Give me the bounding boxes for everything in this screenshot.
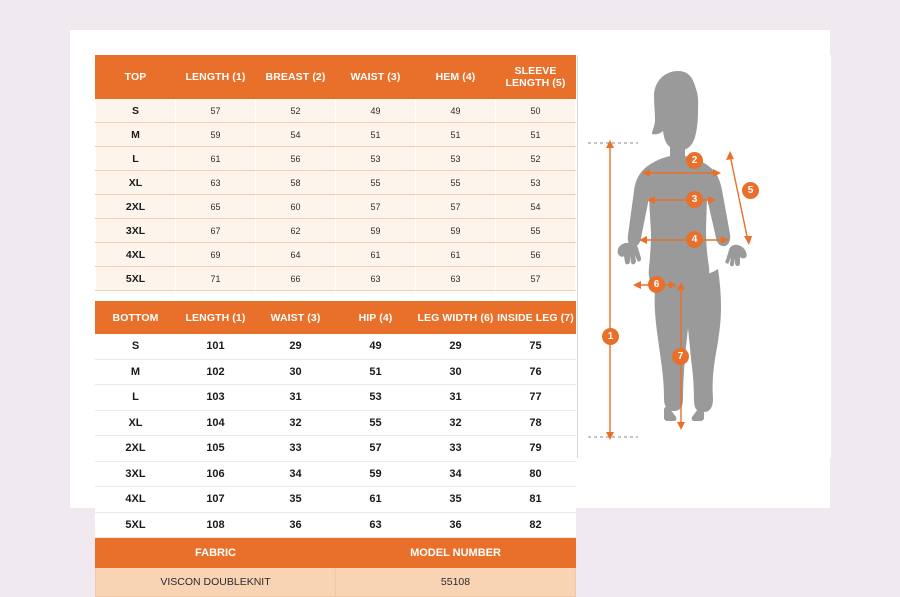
bottom-value-cell: 106 [176,461,256,487]
table-row [96,436,576,462]
table-row [96,385,576,411]
bottom-value-cell: 102 [176,359,256,385]
bottom-table-header-cell: BOTTOM [96,302,176,334]
callout-3: 3 [686,191,703,208]
top-value-cell: 53 [336,147,416,171]
bottom-value-cell: 104 [176,410,256,436]
bottom-value-cell: 31 [416,385,496,411]
top-value-cell: 49 [416,99,496,123]
fabric-model-table [95,538,576,597]
top-value-cell: 51 [496,123,576,147]
bottom-value-cell: 30 [256,359,336,385]
top-value-cell: 61 [176,147,256,171]
top-value-cell: 50 [496,99,576,123]
top-value-cell: 52 [496,147,576,171]
bottom-value-cell: 57 [336,436,416,462]
bottom-value-cell: 61 [336,487,416,513]
top-table-header-cell: WAIST (3) [336,56,416,99]
bottom-table-header-cell: LENGTH (1) [176,302,256,334]
top-value-cell: 61 [336,243,416,267]
bottom-value-cell: 35 [256,487,336,513]
table-row [96,461,576,487]
top-value-cell: 63 [176,171,256,195]
top-size-cell: XL [96,171,176,195]
callout-7: 7 [672,348,689,365]
bottom-value-cell: 108 [176,512,256,538]
top-value-cell: 55 [496,219,576,243]
bottom-value-cell: 32 [256,410,336,436]
bottom-measurements-table [95,301,576,538]
bottom-value-cell: 82 [496,512,576,538]
bottom-value-cell: 105 [176,436,256,462]
table-row [96,359,576,385]
top-value-cell: 63 [336,267,416,291]
bottom-value-cell: 79 [496,436,576,462]
top-value-cell: 58 [256,171,336,195]
table-row [96,171,576,195]
bottom-value-cell: 75 [496,334,576,360]
top-value-cell: 53 [496,171,576,195]
top-measurements-table [95,55,576,291]
bottom-value-cell: 34 [256,461,336,487]
bottom-size-cell: M [96,359,176,385]
top-value-cell: 59 [336,219,416,243]
bottom-value-cell: 78 [496,410,576,436]
top-value-cell: 49 [336,99,416,123]
top-value-cell: 56 [496,243,576,267]
bottom-value-cell: 29 [256,334,336,360]
bottom-value-cell: 51 [336,359,416,385]
top-table-header-cell: LENGTH (1) [176,56,256,99]
bottom-size-cell: 4XL [96,487,176,513]
bottom-size-cell: 5XL [96,512,176,538]
bottom-value-cell: 32 [416,410,496,436]
bottom-size-cell: 3XL [96,461,176,487]
top-value-cell: 57 [336,195,416,219]
top-value-cell: 64 [256,243,336,267]
table-row [96,512,576,538]
top-value-cell: 71 [176,267,256,291]
top-value-cell: 52 [256,99,336,123]
top-value-cell: 59 [176,123,256,147]
callout-6: 6 [648,276,665,293]
bottom-value-cell: 76 [496,359,576,385]
bottom-value-cell: 30 [416,359,496,385]
top-value-cell: 56 [256,147,336,171]
top-value-cell: 63 [416,267,496,291]
bottom-value-cell: 35 [416,487,496,513]
bottom-value-cell: 49 [336,334,416,360]
table-row [96,243,576,267]
bottom-table-header-cell: LEG WIDTH (6) [416,302,496,334]
bottom-value-cell: 31 [256,385,336,411]
callout-2: 2 [686,152,703,169]
bottom-value-cell: 103 [176,385,256,411]
model-number-value: 55108 [336,568,576,597]
table-row [96,147,576,171]
top-table-header-cell: BREAST (2) [256,56,336,99]
table-row [96,410,576,436]
body-silhouette-shape [618,71,747,421]
bottom-value-cell: 36 [256,512,336,538]
top-size-cell: S [96,99,176,123]
table-row [96,123,576,147]
bottom-value-cell: 59 [336,461,416,487]
callout-1: 1 [602,328,619,345]
table-row [96,267,576,291]
top-value-cell: 53 [416,147,496,171]
top-size-cell: 3XL [96,219,176,243]
bottom-value-cell: 34 [416,461,496,487]
table-row [96,334,576,360]
top-table-header-cell: HEM (4) [416,56,496,99]
measurement-diagram-panel [577,55,831,458]
top-size-cell: 2XL [96,195,176,219]
top-size-cell: 4XL [96,243,176,267]
fabric-value: VISCON DOUBLEKNIT [96,568,336,597]
top-size-cell: 5XL [96,267,176,291]
top-size-cell: M [96,123,176,147]
bottom-table-header-cell: WAIST (3) [256,302,336,334]
top-table-header-row [96,56,576,99]
top-value-cell: 69 [176,243,256,267]
top-value-cell: 61 [416,243,496,267]
top-value-cell: 54 [256,123,336,147]
bottom-value-cell: 33 [416,436,496,462]
bottom-table-header-row [96,302,576,334]
bottom-value-cell: 36 [416,512,496,538]
top-size-cell: L [96,147,176,171]
bottom-size-cell: S [96,334,176,360]
table-row [96,219,576,243]
top-value-cell: 57 [416,195,496,219]
table-row [96,195,576,219]
bottom-value-cell: 107 [176,487,256,513]
bottom-value-cell: 53 [336,385,416,411]
bottom-value-cell: 55 [336,410,416,436]
bottom-value-cell: 29 [416,334,496,360]
model-number-label: MODEL NUMBER [336,539,576,568]
bottom-table-header-cell: HIP (4) [336,302,416,334]
top-value-cell: 66 [256,267,336,291]
top-value-cell: 54 [496,195,576,219]
bottom-size-cell: 2XL [96,436,176,462]
top-value-cell: 62 [256,219,336,243]
fabric-label: FABRIC [96,539,336,568]
top-value-cell: 51 [336,123,416,147]
top-value-cell: 59 [416,219,496,243]
bottom-value-cell: 81 [496,487,576,513]
bottom-value-cell: 101 [176,334,256,360]
top-table-header-cell: SLEEVE LENGTH (5) [496,56,576,99]
footer-value-row [96,568,576,597]
callout-4: 4 [686,231,703,248]
top-value-cell: 55 [416,171,496,195]
top-table-header-cell: TOP [96,56,176,99]
bottom-value-cell: 33 [256,436,336,462]
table-spacer [95,291,575,301]
bottom-value-cell: 63 [336,512,416,538]
top-value-cell: 57 [176,99,256,123]
bottom-size-cell: XL [96,410,176,436]
callout-5: 5 [742,182,759,199]
bottom-size-cell: L [96,385,176,411]
top-value-cell: 57 [496,267,576,291]
top-value-cell: 60 [256,195,336,219]
top-value-cell: 65 [176,195,256,219]
bottom-table-header-cell: INSIDE LEG (7) [496,302,576,334]
top-value-cell: 67 [176,219,256,243]
tables-container [95,55,575,597]
bottom-value-cell: 77 [496,385,576,411]
bottom-value-cell: 80 [496,461,576,487]
footer-header-row [96,539,576,568]
top-value-cell: 55 [336,171,416,195]
table-row [96,99,576,123]
top-value-cell: 51 [416,123,496,147]
table-row [96,487,576,513]
female-silhouette-diagram [578,55,831,458]
